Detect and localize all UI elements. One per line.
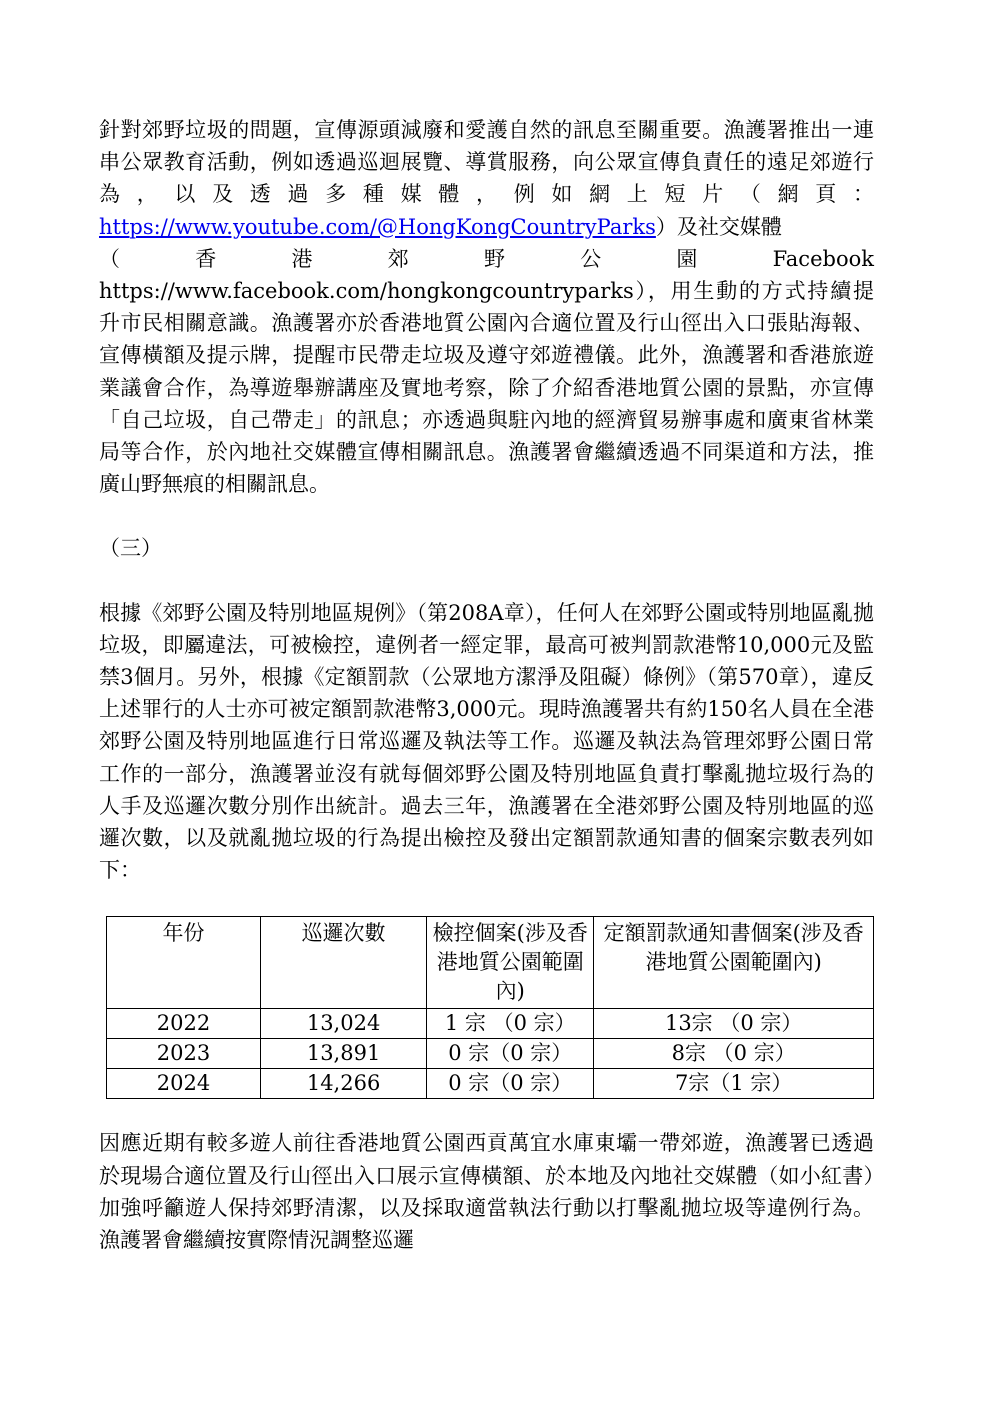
paragraph-1-continued: https://www.facebook.com/hongkongcountryparks），用生動的方式持續提升市民相關意識。漁護署亦於香港地質公園內合適位置及行山徑出入口張貼海報、宣傳橫額及提示牌，提醒市民帶走垃圾及遵守郊遊禮儀。此外，漁護署和香港旅遊業議會合作，為導遊舉辦講座及實地考察，除了介紹香港地質公園的景點，亦宣傳「自己垃圾，自己帶走」的訊息；亦透過與駐內地的經濟貿易辦事處和廣東省林業局等合作，於內地社交媒體宣傳相關訊息。漁護署會繼續透過不同渠道和方法，推廣山野無痕的相關訊息。 — [99, 279, 874, 497]
cell-year: 2023 — [107, 1039, 261, 1069]
table-row — [107, 1069, 874, 1099]
cell-year: 2022 — [107, 1009, 261, 1039]
patrol-statistics-table — [106, 916, 874, 1099]
table-row — [107, 1009, 874, 1039]
cell-fixed-penalty: 7宗（1 宗） — [594, 1069, 874, 1099]
cell-fixed-penalty: 8宗 （0 宗） — [594, 1039, 874, 1069]
cell-patrols: 13,891 — [260, 1039, 426, 1069]
cell-fixed-penalty: 13宗 （0 宗） — [594, 1009, 874, 1039]
cell-prosecutions: 1 宗 （0 宗） — [427, 1009, 594, 1039]
social-token: 野 — [483, 246, 505, 271]
youtube-link[interactable]: https://www.youtube.com/@HongKongCountryParks — [99, 214, 656, 239]
cell-patrols: 13,024 — [260, 1009, 426, 1039]
header-prosecutions: 檢控個案(涉及香港地質公園範圍內) — [427, 917, 594, 1009]
paragraph-1-after-link: ）及社交媒體 — [655, 214, 782, 239]
section-heading: （三） — [99, 536, 162, 561]
paragraph-1-text: 針對郊野垃圾的問題，宣傳源頭減廢和愛護自然的訊息至關重要。漁護署推出一連串公眾教育活動，例如透過巡迴展覽、導賞服務，向公眾宣傳負責任的遠足郊遊行為，以及透過多種媒體，例如網上短片（網頁： — [99, 118, 874, 207]
table-header-row — [107, 917, 874, 1009]
social-token: （ — [99, 246, 120, 271]
social-token: 郊 — [387, 246, 409, 271]
document-page — [99, 114, 874, 1256]
table-row — [107, 1039, 874, 1069]
cell-patrols: 14,266 — [260, 1069, 426, 1099]
social-token: Facebook — [772, 246, 874, 271]
social-media-line — [99, 243, 874, 275]
paragraph-litter-education — [99, 114, 874, 243]
header-year: 年份 — [107, 917, 261, 1009]
cell-year: 2024 — [107, 1069, 261, 1099]
header-patrols: 巡邏次數 — [260, 917, 426, 1009]
paragraph-legislation: 根據《郊野公園及特別地區規例》（第208A章），任何人在郊野公園或特別地區亂拋垃圾，即屬違法，可被檢控，違例者一經定罪，最高可被判罰款港幣10,000元及監禁3個月。另外，根據《定額罰款（公眾地方潔淨及阻礙）條例》（第570章），違反上述罪行的人士亦可被定額罰款港幣3,000元。現時漁護署共有約150名人員在全港郊野公園及特別地區進行日常巡邏及執法等工作。巡邏及執法為管理郊野公園日常工作的一部分，漁護署並沒有就每個郊野公園及特別地區負責打擊亂拋垃圾行為的人手及巡邏次數分別作出統計。過去三年，漁護署在全港郊野公園及特別地區的巡邏次數，以及就亂拋垃圾的行為提出檢控及發出定額罰款通知書的個案宗數表列如下： — [99, 600, 874, 883]
social-token: 港 — [291, 246, 313, 271]
social-token: 園 — [676, 246, 698, 271]
header-fixed-penalty: 定額罰款通知書個案(涉及香港地質公園範圍內) — [594, 917, 874, 1009]
paragraph-enforcement-measures: 因應近期有較多遊人前往香港地質公園西貢萬宜水庫東壩一帶郊遊，漁護署已透過於現場合適位置及行山徑出入口展示宣傳橫額、於本地及內地社交媒體（如小紅書）加強呼籲遊人保持郊野清潔，以及採取適當執法行動以打擊亂拋垃圾等違例行為。漁護署會繼續按實際情況調整巡邏 — [99, 1131, 874, 1253]
social-token: 香 — [195, 246, 217, 271]
social-token: 公 — [580, 246, 602, 271]
cell-prosecutions: 0 宗（0 宗） — [427, 1039, 594, 1069]
cell-prosecutions: 0 宗（0 宗） — [427, 1069, 594, 1099]
